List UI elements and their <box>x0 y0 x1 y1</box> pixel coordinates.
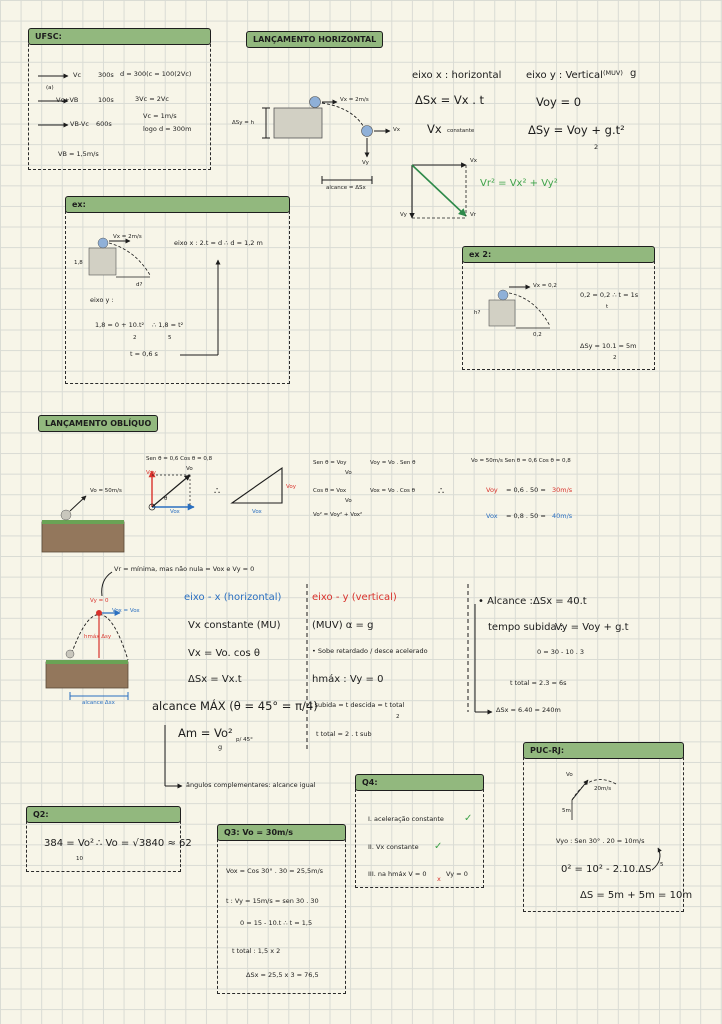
q4-i3b: x <box>437 875 441 883</box>
obl-tsub-eq: Vy = Voy + g.t <box>555 622 629 633</box>
obl-tri-voy: Voy <box>286 484 296 490</box>
ex1-t: t = 0,6 s <box>130 350 158 358</box>
obl-eq-cos: Cos θ = Vox <box>313 488 347 494</box>
obl-am-den: g <box>218 743 223 751</box>
obl-vy0: Vy = 0 <box>90 598 109 604</box>
q4-header: Q4: <box>355 774 484 791</box>
obl-ex-title: eixo - x (horizontal) <box>184 592 282 603</box>
eixo-y-eq: ΔSy = Voy + g.t² <box>528 123 625 137</box>
obl-theta: θ <box>164 496 168 502</box>
ex2-d: 0,2 <box>533 332 542 338</box>
obl-ttotal: t total = 2.3 = 6s <box>510 679 567 687</box>
vec-vx: Vx <box>470 158 478 164</box>
obl-ey-l1: (MUV) α = g <box>312 620 374 631</box>
eixo-y-den: 2 <box>594 143 599 151</box>
velocity-vector-diagram <box>412 165 466 218</box>
puc-l2b: 5 <box>660 862 664 868</box>
obl-ex-l2: Vx = Vo. cos θ <box>188 648 260 659</box>
puc-v20: 20m/s <box>594 786 612 792</box>
ufsc-r3b: 600s <box>96 120 112 128</box>
diag-vy: Vy <box>362 160 369 166</box>
diag-vx2: Vx <box>393 127 401 133</box>
ex2-eq1den: t <box>606 304 609 310</box>
ex2-eq1: 0,2 = 0,2 ∴ t = 1s <box>580 291 639 299</box>
eixo-x-eq: ΔSx = Vx . t <box>415 93 485 107</box>
puc-l1: Vyo : Sen 30° . 20 = 10m/s <box>556 837 645 845</box>
puc-l2: 0² = 10² - 2.10.ΔS <box>561 864 652 875</box>
obl-eq-voy: Voy = Vo . Sen θ <box>370 460 416 466</box>
q3-l4: t total : 1,5 x 2 <box>232 947 281 955</box>
ufsc-r1b: 300s <box>98 71 114 79</box>
eixo-y-voy: Voy = 0 <box>536 95 582 109</box>
q3-l3: 0 = 15 - 10.t ∴ t = 1,5 <box>240 919 313 927</box>
q3-box <box>217 834 346 994</box>
obl-sencos: Sen θ = 0,6 Cos θ = 0,8 <box>146 456 213 462</box>
ex1-h: 1,8 <box>74 260 83 266</box>
q4-i3: III. na hmáx V = 0 <box>368 870 427 878</box>
obl-ey-l5: t total = 2 . t sub <box>316 730 372 738</box>
ufsc-r2d: 3Vc = 2Vc <box>135 95 169 103</box>
obl-vox: Vox <box>170 509 180 515</box>
obl-tsub: tempo subida : <box>488 622 564 633</box>
obl-tri-vox: Vox <box>252 509 262 515</box>
horizontal-launch-diagram <box>262 97 390 185</box>
obl-am: Am = Vo² <box>178 726 233 740</box>
ex2-vx: Vx = 0,2 <box>533 283 557 289</box>
q3-l2: t : Vy = 15m/s = sen 30 . 30 <box>226 897 319 905</box>
obl-vo: Vo = 50m/s <box>90 488 122 494</box>
vec-eq: Vr² = Vx² + Vy² <box>480 178 558 189</box>
ufsc-r3a: VB-Vc <box>70 120 89 128</box>
obl-min: Vr = mínima, mas não nula = Vox e Vy = 0 <box>114 565 255 573</box>
q2-header: Q2: <box>26 806 181 823</box>
q2-res: ∴ Vo = √3840 ≈ 62 <box>96 838 192 849</box>
eixo-x-title: eixo x : horizontal <box>412 70 502 81</box>
ufsc-r1a: Vc <box>73 71 82 79</box>
obl-res-voy-r: 30m/s <box>552 486 573 494</box>
obl-ex-l4: alcance MÁX (θ = 45° = π/4) <box>152 699 318 713</box>
horizontal-title: LANÇAMENTO HORIZONTAL <box>246 31 383 48</box>
ufsc-header: UFSC: <box>28 28 211 45</box>
ex1-eq2den: 5 <box>168 335 172 341</box>
ex2-box <box>462 256 655 370</box>
obl-ey-l4: t subida = t descida = t total <box>310 701 405 709</box>
oblique-title: LANÇAMENTO OBLÍQUO <box>38 415 158 432</box>
obl-res-vox-r: 40m/s <box>552 512 573 520</box>
eixo-x-const: constante <box>447 128 475 134</box>
obl-voy: Voy <box>146 470 156 476</box>
obl-ex-l3: ΔSx = Vx.t <box>188 674 242 685</box>
obl-alcance: alcance Δsx <box>82 700 115 706</box>
obl-vox2: Vox = Vox <box>112 608 140 614</box>
q4-i3c: Vy = 0 <box>446 870 468 878</box>
puc-header: PUC-RJ: <box>523 742 684 759</box>
obl-eq-03: 0 = 30 - 10 . 3 <box>537 648 585 656</box>
q4-i2: II. Vx constante <box>368 843 419 851</box>
ufsc-r4: VB = 1,5m/s <box>58 150 99 158</box>
ufsc-r3d: logo d = 300m <box>143 125 192 133</box>
obl-dsx: ΔSx = 6.40 = 240m <box>496 706 561 714</box>
ex2-header: ex 2: <box>462 246 655 263</box>
obl-therefore1: ∴ <box>214 486 221 497</box>
eixo-y-g: g <box>630 68 637 79</box>
ex1-eq1den: 2 <box>133 335 137 341</box>
puc-vo: Vo <box>566 772 573 778</box>
obl-therefore2: ∴ <box>438 486 445 497</box>
obl-eq-cos-den: Vo <box>345 498 352 504</box>
ex1-eixox: eixo x : 2.t = d ∴ d = 1,2 m <box>174 239 263 247</box>
q3-header: Q3: Vo = 30m/s <box>217 824 346 841</box>
puc-l3: ΔS = 5m + 5m = 10m <box>580 890 693 901</box>
obl-hmax: hmáx Δsy <box>84 634 112 640</box>
diag-alcance: alcance = ΔSx <box>326 185 366 191</box>
obl-eq-vox: Vox = Vo . Cos θ <box>370 488 416 494</box>
eixo-x-v: Vx <box>427 122 442 136</box>
obl-vo-label: Vo <box>186 466 193 472</box>
q4-check1: ✓ <box>464 813 473 824</box>
obl-eq-sen-den: Vo <box>345 470 352 476</box>
ufsc-r1c: d = 300(c = 100(2Vc) <box>120 70 192 78</box>
obl-res-vox-l: Vox <box>486 512 498 520</box>
obl-res-vox-m: = 0,8 . 50 = <box>506 512 546 520</box>
vec-vy: Vy <box>400 212 407 218</box>
q3-l1: Vox = Cos 30° . 30 = 25,5m/s <box>226 867 324 875</box>
ex2-eq2den: 2 <box>613 355 617 361</box>
obl-am-p: p/ 45° <box>236 737 253 743</box>
diag-vx: Vx = 2m/s <box>340 97 369 103</box>
ex1-eq1: 1,8 = 0 + 10.t² <box>95 321 145 329</box>
puc-box <box>523 752 684 912</box>
ex1-eq2: ∴ 1,8 = t² <box>152 321 184 329</box>
obl-ey-l4den: 2 <box>396 714 400 720</box>
ex1-box <box>65 206 290 384</box>
q4-i1: I. aceleração constante <box>368 815 444 823</box>
obl-eq-sen: Sen θ = Voy <box>313 460 347 466</box>
obl-ang: ângulos complementares: alcance igual <box>186 781 316 789</box>
ufsc-r3c: Vc = 1m/s <box>143 112 177 120</box>
ex1-vx: Vx = 2m/s <box>113 234 142 240</box>
ex2-h: h? <box>474 310 481 316</box>
ufsc-r2a: Vc+VB <box>56 96 79 104</box>
obl-res-voy-m: = 0,6 . 50 = <box>506 486 546 494</box>
obl-res-voy-l: Voy <box>486 486 498 494</box>
q4-check2: ✓ <box>434 841 443 852</box>
diag-dsy: ΔSy = h <box>232 120 255 126</box>
ufsc-r2b: (a) <box>46 85 54 91</box>
vec-vr: Vr <box>470 212 477 218</box>
obl-ey-l3: hmáx : Vy = 0 <box>312 674 384 685</box>
eixo-y-title: eixo y : Vertical <box>526 70 603 81</box>
ex1-eixoy: eixo y : <box>90 296 114 304</box>
oblique-ground <box>42 496 124 552</box>
q2-eq: 384 = Vo² <box>44 838 95 849</box>
ex2-eq2: ΔSy = 10.1 = 5m <box>580 342 637 350</box>
obl-ex-l1: Vx constante (MU) <box>188 620 281 631</box>
ex1-d: d? <box>136 282 143 288</box>
q3-l5: ΔSx = 25,5 x 3 = 76,5 <box>246 971 319 979</box>
obl-alc-eq: ΔSx = 40.t <box>533 596 587 607</box>
obl-ey-title: eixo - y (vertical) <box>312 592 397 603</box>
obl-eq-pyth: Vo² = Voy² + Vox² <box>313 512 363 518</box>
ufsc-r2c: 100s <box>98 96 114 104</box>
obl-alc-title: • Alcance : <box>478 596 533 607</box>
ex1-header: ex: <box>65 196 290 213</box>
obl-res-head: Vo = 50m/s Sen θ = 0,6 Cos θ = 0,8 <box>471 458 571 464</box>
puc-h: 5m <box>562 808 571 814</box>
q2-den: 10 <box>76 856 83 862</box>
obl-ey-l2: • Sobe retardado / desce acelerado <box>312 647 428 655</box>
eixo-y-muv: (MUV) <box>603 69 623 77</box>
